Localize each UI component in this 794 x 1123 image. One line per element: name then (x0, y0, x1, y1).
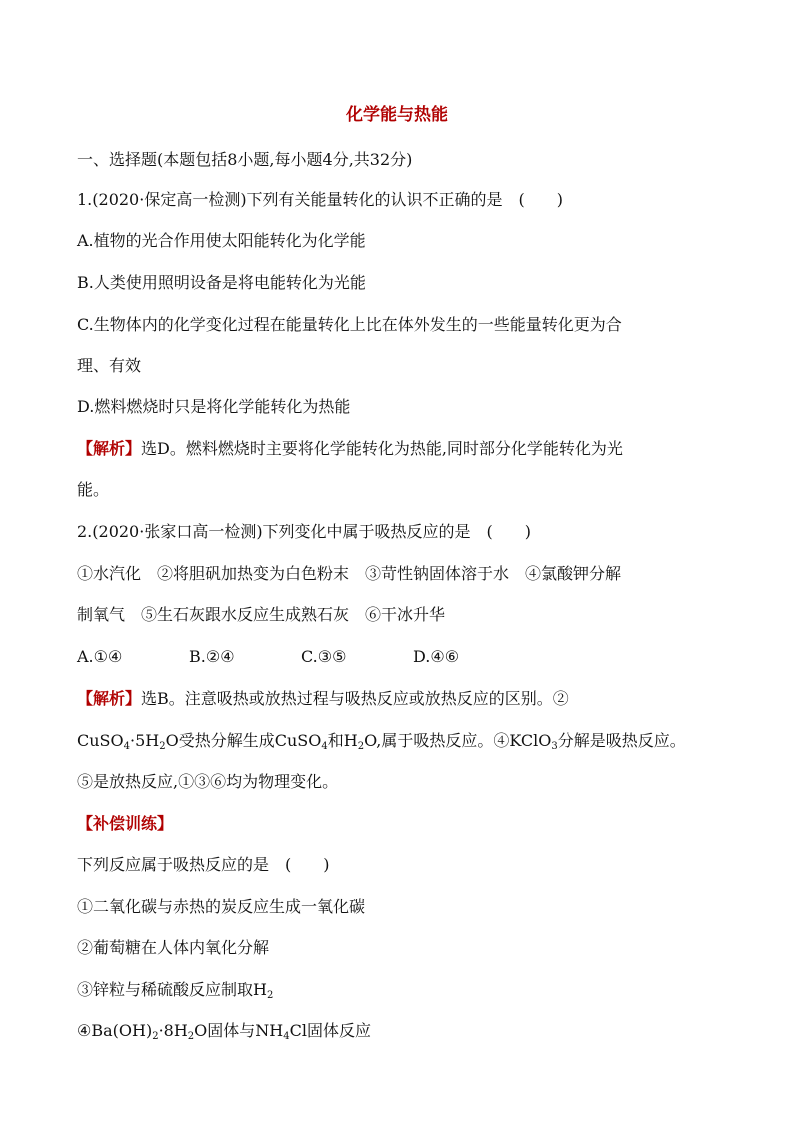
formula-text: CuSO (77, 731, 124, 750)
question-1-analysis (77, 439, 623, 459)
question-2-option-c: C.③⑤ (301, 647, 347, 666)
subscript: 2 (266, 990, 274, 1001)
supplement-item-2: ②葡萄糖在人体内氧化分解 (77, 938, 270, 957)
supplement-item-4 (77, 1021, 371, 1041)
subscript: 3 (551, 741, 558, 752)
subscript: 4 (123, 741, 130, 752)
question-1-analysis-cont: 能。 (77, 480, 110, 499)
item-text: Cl固体反应 (289, 1021, 371, 1040)
question-2-items: ①水汽化 ②将胆矾加热变为白色粉末 ③苛性钠固体溶于水 ④氯酸钾分解 (77, 564, 622, 583)
question-2-options (77, 647, 525, 667)
section-header: 一、选择题(本题包括8小题,每小题4分,共32分) (77, 150, 413, 169)
question-2-stem: 2.(2020·张家口高一检测)下列变化中属于吸热反应的是 ( ) (77, 522, 532, 541)
document-title: 化学能与热能 (346, 105, 448, 125)
item-text: ④Ba(OH) (77, 1021, 153, 1040)
subscript: 4 (321, 741, 328, 752)
supplement-tag (77, 814, 173, 834)
supplement-stem: 下列反应属于吸热反应的是 ( ) (77, 855, 330, 874)
question-1-option-b: B.人类使用照明设备是将电能转化为光能 (77, 273, 366, 292)
item-text: ·8H (158, 1021, 188, 1040)
subscript: 4 (283, 1031, 290, 1042)
subscript: 2 (152, 1031, 159, 1042)
subscript: 2 (187, 1031, 195, 1042)
formula-text: ·5H (130, 731, 160, 750)
question-1-option-c: C.生物体内的化学变化过程在能量转化上比在体外发生的一些能量转化更为合 (77, 315, 622, 334)
formula-text: O受热分解生成CuSO (165, 731, 322, 750)
question-2-items-cont: 制氧气 ⑤生石灰跟水反应生成熟石灰 ⑥干冰升华 (77, 605, 446, 624)
item-text: ③锌粒与稀硫酸反应制取H (77, 980, 267, 999)
question-1-option-d: D.燃料燃烧时只是将化学能转化为热能 (77, 397, 351, 416)
question-2-option-b: B.②④ (189, 647, 235, 666)
formula-text: 和H (327, 731, 358, 750)
question-2-option-a: A.①④ (77, 647, 123, 666)
analysis-text: 选D。燃料燃烧时主要将化学能转化为热能,同时部分化学能转化为光 (141, 439, 623, 458)
supplement-item-3 (77, 980, 273, 1000)
subscript: 2 (159, 741, 166, 752)
question-1-stem: 1.(2020·保定高一检测)下列有关能量转化的认识不正确的是 ( ) (77, 190, 564, 209)
supplement-label: 【补偿训练】 (77, 814, 174, 833)
question-1-option-a: A.植物的光合作用使太阳能转化为化学能 (77, 231, 366, 250)
analysis-text: 选B。注意吸热或放热过程与吸热反应或放热反应的区别。② (141, 689, 569, 708)
item-text: O固体与NH (194, 1021, 284, 1040)
analysis-tag: 【解析】 (77, 439, 142, 458)
formula-text: 分解是吸热反应。 (557, 731, 686, 750)
formula-text: O,属于吸热反应。④KClO (364, 731, 552, 750)
analysis-tag: 【解析】 (77, 689, 142, 708)
question-1-option-c-cont: 理、有效 (77, 356, 142, 375)
question-2-analysis-formula (77, 731, 686, 751)
question-2-option-d: D.④⑥ (413, 647, 460, 666)
question-2-analysis (77, 689, 569, 709)
question-2-analysis-cont: ⑤是放热反应,①③⑥均为物理变化。 (77, 772, 339, 791)
subscript: 2 (357, 741, 365, 752)
supplement-item-1: ①二氧化碳与赤热的炭反应生成一氧化碳 (77, 897, 366, 916)
